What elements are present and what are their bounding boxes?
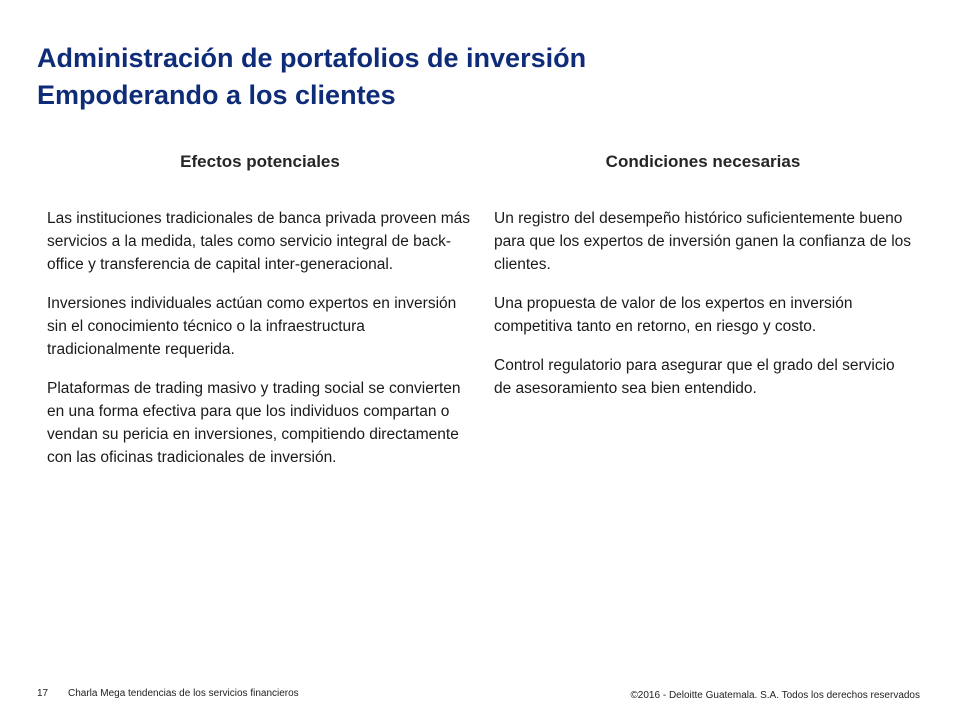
condition-paragraph: Una propuesta de valor de los expertos en inversión competitiva tanto en retorno, en riesgo y costo. (494, 295, 853, 335)
left-column-header: Efectos potenciales (180, 152, 340, 171)
effect-paragraph: Inversiones individuales actúan como expertos en inversión sin el conocimiento técnico o la infraestructura tradicionalmente requerida. (47, 295, 457, 358)
slide-title-line-1: Administración de portafolios de inversión (37, 43, 587, 73)
potential-effects-column (47, 207, 472, 485)
necessary-conditions-column (494, 207, 914, 416)
slide-title-line-2: Empoderando a los clientes (37, 80, 396, 110)
effect-paragraph: Las instituciones tradicionales de banca privada proveen más servicios a la medida, tales como servicio integral de back-office y transferencia de capital inter-generacional. (47, 210, 471, 273)
event-name: Charla Mega tendencias de los servicios financieros (68, 688, 299, 699)
copyright-notice: ©2016 - Deloitte Guatemala. S.A. Todos los derechos reservados (630, 690, 920, 701)
effect-paragraph: Plataformas de trading masivo y trading social se convierten en una forma efectiva para que los individuos compartan o vendan su pericia en inversiones, compitiendo directamente con las oficinas tradicionales de inversión. (47, 380, 461, 466)
condition-paragraph: Un registro del desempeño histórico suficientemente bueno para que los expertos de inversión ganen la confianza de los clientes. (494, 210, 912, 273)
right-column-header: Condiciones necesarias (605, 152, 801, 171)
condition-paragraph: Control regulatorio para asegurar que el grado del servicio de asesoramiento sea bien entendido. (494, 357, 895, 397)
page-number: 17 (37, 688, 49, 699)
slide-title (37, 40, 927, 114)
